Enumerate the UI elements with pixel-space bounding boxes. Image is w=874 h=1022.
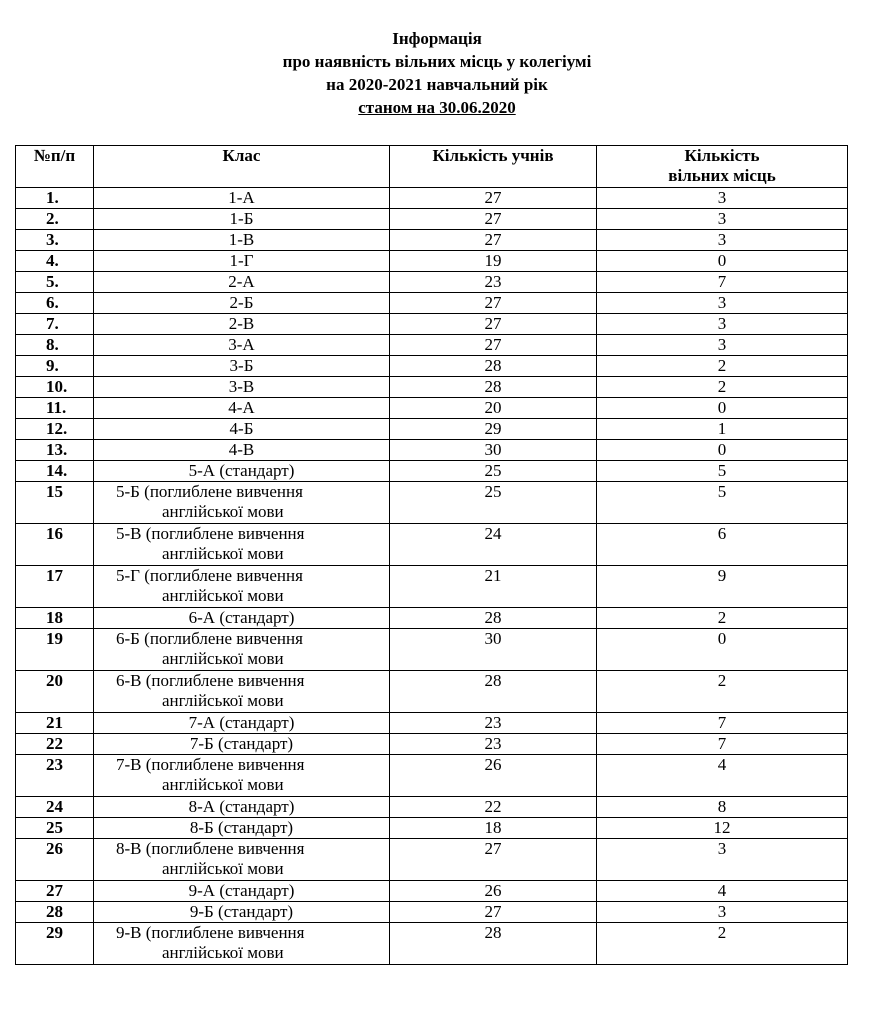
free-places-cell: 4 [597,755,848,797]
table-row [16,734,848,755]
class-cell: 2-А [94,272,390,293]
students-count-cell: 28 [390,356,597,377]
table-row [16,230,848,251]
free-places-cell: 2 [597,923,848,965]
as-of-date: станом на 30.06.2020 [358,98,516,117]
free-places-cell: 0 [597,629,848,671]
class-name-line1: 5-Г (поглиблене вивчення [116,566,303,585]
table-row [16,314,848,335]
table-row [16,356,848,377]
students-count-cell: 22 [390,797,597,818]
students-count-cell: 23 [390,734,597,755]
class-name-line2: англійської мови [162,649,284,668]
document-header [0,27,874,119]
row-number-cell: 14. [16,461,94,482]
document-title: Інформація [392,29,482,48]
table-row [16,923,848,965]
free-places-cell: 3 [597,188,848,209]
students-count-cell: 28 [390,608,597,629]
students-count-cell: 23 [390,713,597,734]
row-number-cell: 8. [16,335,94,356]
students-count-cell: 25 [390,461,597,482]
class-cell: 4-Б [94,419,390,440]
students-count-cell: 26 [390,755,597,797]
table-row [16,398,848,419]
students-count-cell: 27 [390,335,597,356]
row-number-cell: 7. [16,314,94,335]
table-row [16,188,848,209]
table-row [16,272,848,293]
table-row [16,839,848,881]
students-count-cell: 27 [390,839,597,881]
table-row [16,482,848,524]
class-cell: 1-А [94,188,390,209]
table-row [16,797,848,818]
class-cell: 9-Б (стандарт) [94,902,390,923]
free-places-cell: 0 [597,398,848,419]
class-cell: 3-Б [94,356,390,377]
class-name-line2: англійської мови [162,544,284,563]
table-row [16,419,848,440]
table-row [16,566,848,608]
row-number-cell: 27 [16,881,94,902]
class-cell: 9-А (стандарт) [94,881,390,902]
free-places-cell: 7 [597,713,848,734]
academic-year-line: на 2020-2021 навчальний рік [326,75,548,94]
table-row [16,440,848,461]
row-number-cell: 25 [16,818,94,839]
row-number-cell: 2. [16,209,94,230]
table-row [16,377,848,398]
students-count-cell: 28 [390,377,597,398]
class-name-line1: 7-В (поглиблене вивчення [116,755,305,774]
students-count-cell: 27 [390,188,597,209]
students-count-cell: 30 [390,440,597,461]
free-places-cell: 6 [597,524,848,566]
table-row [16,629,848,671]
document-subtitle: про наявність вільних місць у колегіумі [282,52,592,71]
free-places-cell: 3 [597,293,848,314]
vacancies-table [15,145,848,965]
row-number-cell: 18 [16,608,94,629]
class-cell [94,524,390,566]
class-cell: 3-А [94,335,390,356]
class-cell [94,755,390,797]
table-row [16,608,848,629]
free-places-cell: 3 [597,209,848,230]
class-cell: 4-В [94,440,390,461]
class-name-line1: 9-В (поглиблене вивчення [116,923,305,942]
free-places-cell: 3 [597,839,848,881]
students-count-cell: 24 [390,524,597,566]
students-count-cell: 25 [390,482,597,524]
table-row [16,881,848,902]
row-number-cell: 23 [16,755,94,797]
free-places-cell: 2 [597,608,848,629]
column-header-class: Клас [94,146,390,188]
free-places-cell: 2 [597,671,848,713]
table-row [16,818,848,839]
table-row [16,209,848,230]
row-number-cell: 29 [16,923,94,965]
class-cell [94,482,390,524]
free-places-cell: 3 [597,335,848,356]
table-header-row [16,146,848,188]
class-cell: 2-В [94,314,390,335]
students-count-cell: 21 [390,566,597,608]
table-row [16,671,848,713]
class-cell: 6-А (стандарт) [94,608,390,629]
row-number-cell: 3. [16,230,94,251]
class-cell: 2-Б [94,293,390,314]
free-places-cell: 4 [597,881,848,902]
class-cell: 4-А [94,398,390,419]
row-number-cell: 17 [16,566,94,608]
row-number-cell: 5. [16,272,94,293]
class-cell [94,923,390,965]
free-places-cell: 2 [597,356,848,377]
class-name-line1: 5-Б (поглиблене вивчення [116,482,303,501]
row-number-cell: 24 [16,797,94,818]
class-cell: 8-А (стандарт) [94,797,390,818]
table-row [16,335,848,356]
class-cell: 8-Б (стандарт) [94,818,390,839]
free-places-cell: 0 [597,251,848,272]
students-count-cell: 27 [390,209,597,230]
table-row [16,902,848,923]
students-count-cell: 23 [390,272,597,293]
row-number-cell: 10. [16,377,94,398]
students-count-cell: 27 [390,902,597,923]
free-places-cell: 3 [597,314,848,335]
class-name-line2: англійської мови [162,775,284,794]
class-cell [94,839,390,881]
column-header-free-line1: Кількість [684,146,760,165]
free-places-cell: 1 [597,419,848,440]
class-cell: 1-В [94,230,390,251]
free-places-cell: 2 [597,377,848,398]
class-cell: 7-Б (стандарт) [94,734,390,755]
class-cell: 1-Б [94,209,390,230]
class-cell: 7-А (стандарт) [94,713,390,734]
free-places-cell: 0 [597,440,848,461]
column-header-students: Кількість учнів [390,146,597,188]
row-number-cell: 11. [16,398,94,419]
row-number-cell: 20 [16,671,94,713]
free-places-cell: 7 [597,272,848,293]
students-count-cell: 27 [390,230,597,251]
class-cell [94,566,390,608]
free-places-cell: 12 [597,818,848,839]
class-cell: 5-А (стандарт) [94,461,390,482]
free-places-cell: 8 [597,797,848,818]
class-name-line2: англійської мови [162,502,284,521]
students-count-cell: 26 [390,881,597,902]
class-cell: 3-В [94,377,390,398]
row-number-cell: 12. [16,419,94,440]
row-number-cell: 19 [16,629,94,671]
students-count-cell: 29 [390,419,597,440]
free-places-cell: 9 [597,566,848,608]
class-cell [94,671,390,713]
free-places-cell: 3 [597,230,848,251]
column-header-number: №п/п [16,146,94,188]
row-number-cell: 21 [16,713,94,734]
class-name-line2: англійської мови [162,691,284,710]
class-cell [94,629,390,671]
table-row [16,713,848,734]
class-name-line2: англійської мови [162,586,284,605]
row-number-cell: 1. [16,188,94,209]
free-places-cell: 7 [597,734,848,755]
class-name-line1: 6-Б (поглиблене вивчення [116,629,303,648]
row-number-cell: 22 [16,734,94,755]
row-number-cell: 15 [16,482,94,524]
class-name-line2: англійської мови [162,943,284,962]
students-count-cell: 27 [390,293,597,314]
students-count-cell: 28 [390,671,597,713]
row-number-cell: 6. [16,293,94,314]
class-name-line1: 8-В (поглиблене вивчення [116,839,305,858]
row-number-cell: 4. [16,251,94,272]
students-count-cell: 27 [390,314,597,335]
row-number-cell: 13. [16,440,94,461]
class-name-line2: англійської мови [162,859,284,878]
column-header-free-places [597,146,848,188]
students-count-cell: 20 [390,398,597,419]
students-count-cell: 18 [390,818,597,839]
students-count-cell: 30 [390,629,597,671]
row-number-cell: 16 [16,524,94,566]
students-count-cell: 28 [390,923,597,965]
table-row [16,755,848,797]
table-row [16,524,848,566]
class-cell: 1-Г [94,251,390,272]
students-count-cell: 19 [390,251,597,272]
free-places-cell: 5 [597,461,848,482]
row-number-cell: 28 [16,902,94,923]
free-places-cell: 3 [597,902,848,923]
class-name-line1: 6-В (поглиблене вивчення [116,671,305,690]
row-number-cell: 9. [16,356,94,377]
table-body [16,188,848,965]
class-name-line1: 5-В (поглиблене вивчення [116,524,305,543]
free-places-cell: 5 [597,482,848,524]
table-row [16,251,848,272]
table-row [16,461,848,482]
column-header-free-line2: вільних місць [668,166,776,185]
table-row [16,293,848,314]
row-number-cell: 26 [16,839,94,881]
